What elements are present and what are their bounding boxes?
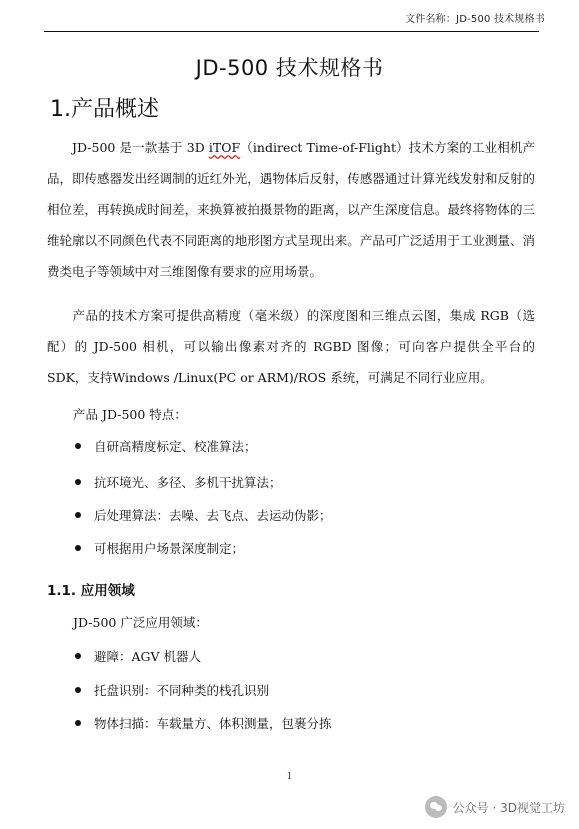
page-header: 文件名称：JD-500 技术规格书 [405,14,545,25]
document-title: JD-500 技术规格书 [195,56,384,80]
bullet-icon [75,479,81,485]
feature-text: 自研高精度标定、校准算法； [94,439,257,454]
feature-text: 可根据用户场景深度制定； [94,541,245,556]
wechat-icon [425,796,447,818]
paragraph-overview-rest: （indirect Time-of-Flight）技术方案的工业相机产品，即传感器发出经调制的近红外光，遇物体后反射，传感器通过计算光线发射和反射的相位差，再转换成时间差，来换算被拍摄景物的距离，以产生深度信息。最终将物体的三维轮廓以不同颜色代表不同距离的地形图方式呈现出来。产品可广泛适用于工业测量、消费类电子等领域中对三维图像有要求的应用场景。 [47,140,536,279]
header-divider [44,31,539,32]
section-heading-applications: 1.1. 应用领域 [47,583,135,599]
bullet-icon [75,720,81,726]
spellcheck-word: iTOF [208,140,241,155]
applications-intro: JD-500 广泛应用领域： [73,615,208,630]
list-item [75,647,201,665]
feature-text: 后处理算法：去噪、去飞点、去运动伪影； [94,508,332,523]
application-text: 物体扫描：车载量方、体积测量，包裹分拣 [94,716,332,731]
paragraph-tech-text: 产品的技术方案可提供高精度（毫米级）的深度图和三维点云图，集成 RGB（选配）的 JD-500 相机，可以输出像素对齐的 RGBD 图像；可向客户提供全平台的 SDK，支持Windows /Linux(PC or ARM)/ROS 系统，可满足不同行业应用。 [47,308,535,385]
features-intro: 产品 JD-500 特点： [73,407,187,422]
paragraph-overview [47,132,535,287]
watermark [425,796,565,818]
feature-text: 抗环境光、多径、多机干扰算法； [94,475,282,490]
watermark-text: 公众号 · 3D视觉工坊 [452,800,565,815]
page-number: 1 [286,772,293,782]
list-item [75,437,257,455]
bullet-icon [75,653,81,659]
application-text: 避障：AGV 机器人 [94,649,202,664]
paragraph-overview-prefix: JD-500 是一款基于 3D [72,140,209,155]
bullet-icon [75,687,81,693]
list-item [75,506,332,524]
list-item [75,473,282,491]
list-item [75,714,332,732]
bullet-icon [75,545,81,551]
application-text: 托盘识别：不同种类的栈孔识别 [94,683,270,698]
list-item [75,539,244,557]
bullet-icon [75,512,81,518]
list-item [75,681,269,699]
section-heading-overview: 1.产品概述 [50,97,159,122]
paragraph-tech [47,300,535,393]
bullet-icon [75,443,81,449]
